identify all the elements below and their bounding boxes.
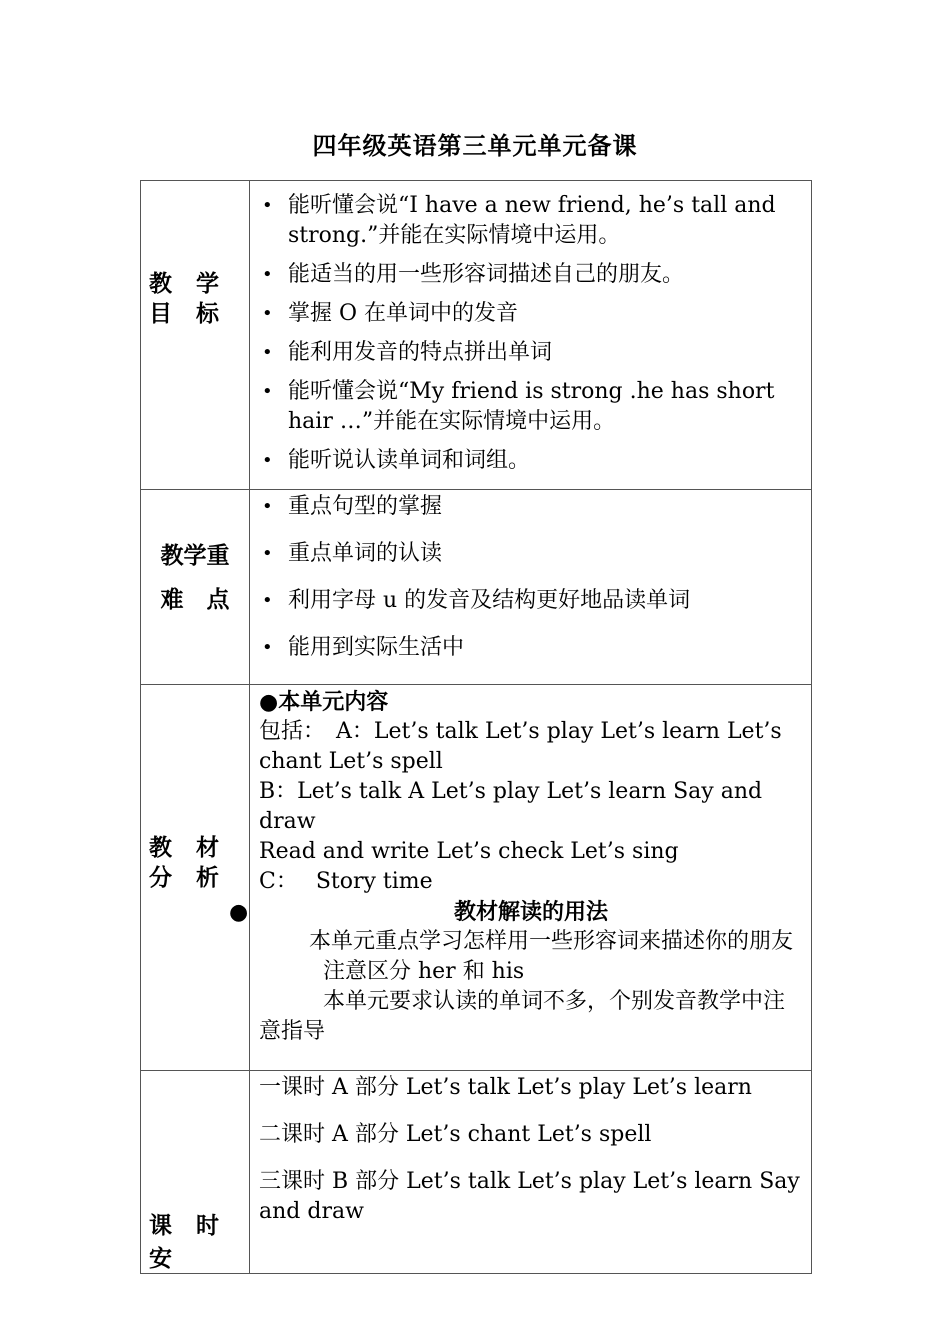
content-line: Read and write Let’s check Let’s sing [259,839,679,864]
key-points-content [250,490,812,685]
schedule-content [250,1071,812,1274]
list-item: • 能听懂会说“My friend is strong .he has short hair …”并能在实际情境中运用。 [262,379,775,434]
objectives-list [250,181,811,489]
schedule-label: 课 时 安 [149,1212,228,1272]
key-points-label: 教学重 难 点 [160,542,230,613]
content-line: 包括： A：Let’s talk Let’s play Let’s learn Let’s chant Let’s spell [259,719,782,774]
bullet-icon: • [262,590,273,611]
schedule-label-cell [141,1071,250,1274]
bullet-icon: • [262,195,273,216]
bullet-icon: • [262,342,273,363]
content-line: B：Let’s talk A Let’s play Let’s learn Say and draw [259,779,763,834]
list-item: • 能利用发音的特点拼出单词 [258,338,801,368]
materials-label: 教 材 分 析 [149,834,228,891]
lesson-plan-table [140,180,812,1274]
list-item: • 利用字母 u 的发音及结构更好地品读单词 [258,586,801,616]
list-item: • 能听说认读单词和词组。 [258,446,801,476]
list-item: • 重点单词的认读 [258,539,801,569]
content-line: C： Story time [259,869,433,894]
bullet-icon: • [262,264,273,285]
list-item: • 重点句型的掌握 [258,492,801,522]
list-item: • 能听懂会说“I have a new friend, he’s tall and strong.”并能在实际情境中运用。 [262,193,776,248]
materials-row [141,685,812,1071]
note-line: 注意区分 her 和 his [323,959,525,984]
list-item: • 掌握 O 在单词中的发音 [258,299,801,329]
bullet-icon: ● [229,899,249,925]
schedule-row [141,1071,812,1274]
key-points-row [141,490,812,685]
bullet-icon: • [262,381,273,402]
objectives-row [141,181,812,490]
bullet-icon: • [262,637,273,658]
bullet-icon: • [262,543,273,564]
list-item: 一课时 A 部分 Let’s talk Let’s play Let’s learn [259,1075,752,1100]
list-item: • 能用到实际生活中 [258,633,801,663]
note-line: 本单元重点学习怎样用一些形容词来描述你的朋友 [309,929,794,954]
bullet-icon: • [262,450,273,471]
schedule-list [250,1071,811,1227]
objectives-label-cell [141,181,250,490]
objectives-content [250,181,812,490]
section-heading: ● 教材解读的用法 [229,899,608,925]
materials-label-cell [141,685,250,1071]
bullet-icon: • [262,496,273,517]
list-item: 三课时 B 部分 Let’s talk Let’s play Let’s learn Say and draw [259,1169,800,1224]
section-heading: ●本单元内容 [259,689,389,715]
bullet-icon: • [262,303,273,324]
materials-text [229,685,811,1047]
list-item: 二课时 A 部分 Let’s chant Let’s spell [259,1122,652,1147]
objectives-label: 教 学 目 标 [149,270,228,327]
document-title: 四年级英语第三单元单元备课 [312,131,638,160]
list-item: • 能适当的用一些形容词描述自己的朋友。 [258,260,801,290]
key-points-list [250,490,811,684]
note-line: 本单元要求认读的单词不多，个别发音教学中注意指导 [259,989,786,1044]
materials-content [229,685,812,1071]
key-points-label-cell [141,490,250,685]
